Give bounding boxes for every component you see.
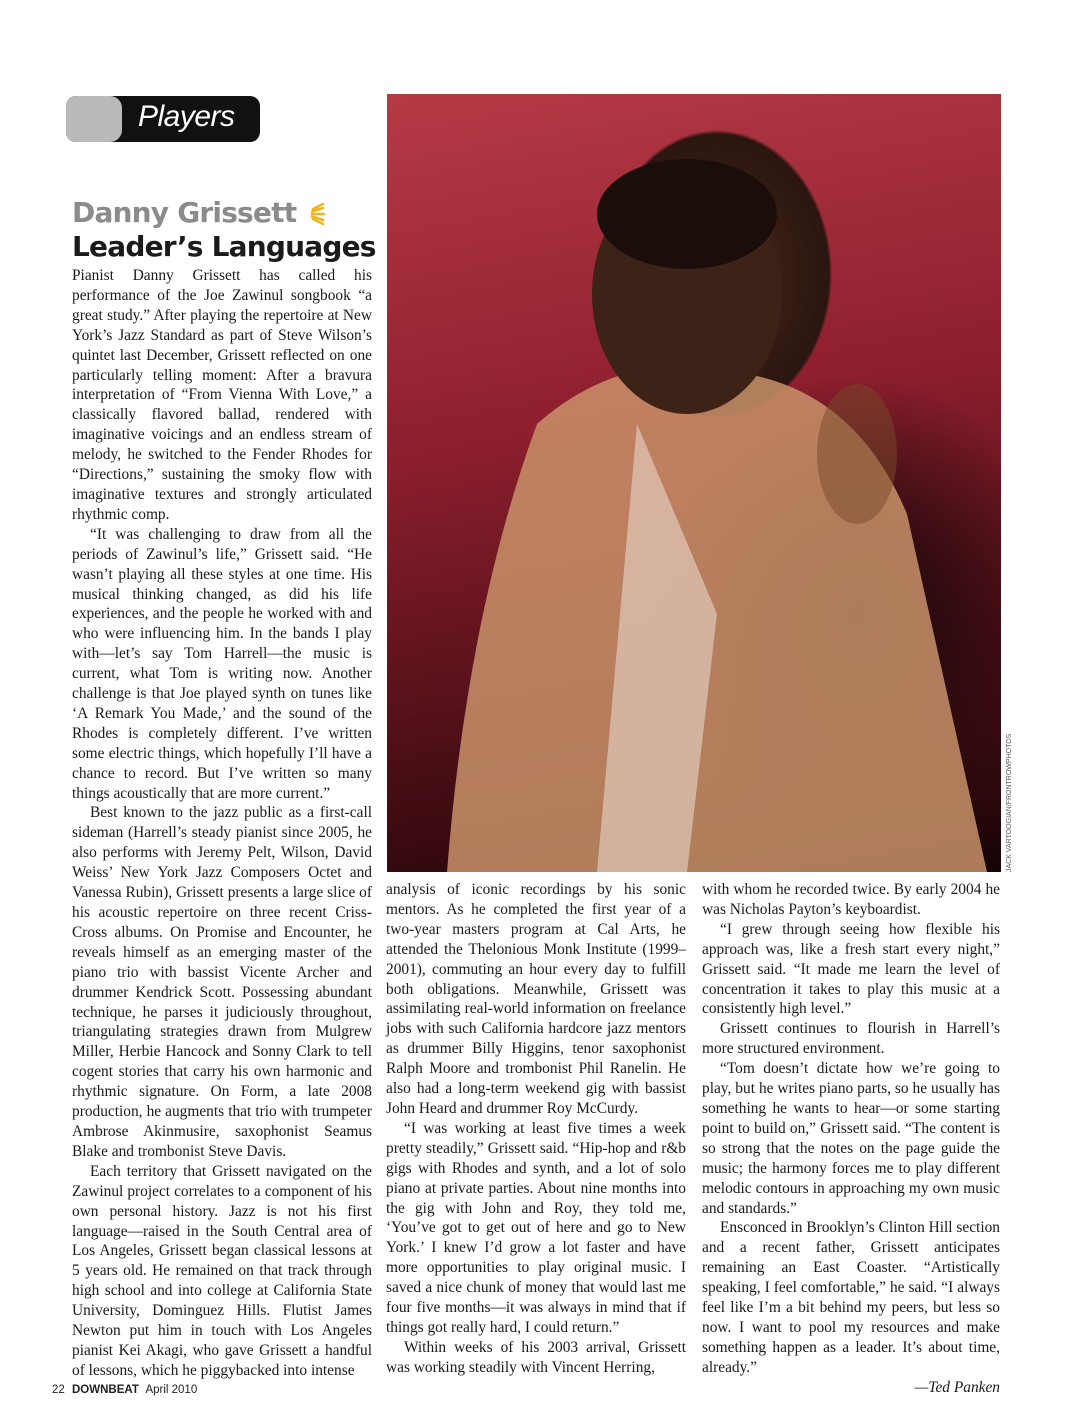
paragraph: analysis of iconic recordings by his sonic mentors. As he completed the first year of a two-year masters program at Cal Arts, he attended the Thelonious Monk Institute (1999–2001), commuting an hour every day to fulfill both obligations. Meanwhile, Grissett was assimilating real-world information on freelance jobs with such California hardcore jazz mentors as drummer Billy Higgins, tenor saxophonist Ralph Moore and trombonist Phil Ranelin. He also had a long-term weekend gig with bassist John Heard and drummer Roy McCurdy.	[386, 881, 686, 1117]
text-column-1	[72, 266, 372, 1381]
paragraph: Each territory that Grissett navigated on the Zawinul project correlates to a component of his own personal history. Jazz is not his first language—raised in the South Central area of Los Angeles, Grissett began classical lessons at 5 years old. He remained on that track through high school and into college at California State University, Dominguez Hills. Flutist James Newton put him in touch with Los Angeles pianist Kei Akagi, who gave Grissett a handful of lessons, which he piggybacked into intense	[72, 1162, 372, 1379]
text-column-3	[702, 880, 1000, 1398]
paragraph: Grissett continues to flourish in Harrell’s more structured environment.	[702, 1020, 1000, 1058]
author-signature: —Ted Panken	[914, 1378, 1000, 1396]
paragraph: “Tom doesn’t dictate how we’re going to play, but he writes piano parts, so he usually has something he wants to hear—or some starting point to build on,” Grissett said. “The content is so strong that the notes on the page guide the music; the harmony forces me to play different melodic contours in approaching my own music and standards.”	[702, 1060, 1000, 1217]
paragraph: “I grew through seeing how flexible his approach was, like a fresh start every night,” Grissett said. “It made me learn the level of concentration it takes to play this music at a consistently high level.”	[702, 920, 1000, 1018]
paragraph: Within weeks of his 2003 arrival, Grissett was working steadily with Vincent Herring,	[386, 1338, 686, 1376]
section-label: Players	[138, 100, 235, 133]
article-title: Leader’s Languages	[72, 230, 376, 263]
paragraph: with whom he recorded twice. By early 2004 he was Nicholas Payton’s keyboardist.	[702, 881, 1000, 918]
paragraph: “It was challenging to draw from all the periods of Zawinul’s life,” Grissett said. “He wasn’t playing all these styles at one time. His musical thinking changed, as did his life experiences, and the people he worked with and who were influencing him. In the bands I play with—let’s say Tom Harrell—the music is current, what Tom is writing now. Another challenge is that Joe played synth on tunes like ‘A Remark You Made,’ and the sound of the Rhodes is completely different. I’ve written some electric things, which hopefully I’ll have a chance to record. But I’ve written so many things acoustically that are more current.”	[72, 525, 372, 802]
issue-date: April 2010	[145, 1384, 198, 1396]
article-headline	[72, 196, 376, 264]
section-tab-accent	[66, 96, 110, 142]
text-column-2	[386, 880, 686, 1378]
photo-illustration	[387, 94, 1001, 872]
artist-photo	[387, 94, 1001, 872]
paragraph: Pianist Danny Grissett has called his performance of the Joe Zawinul songbook “a great study.” After playing the repertoire at New York’s Jazz Standard as part of Steve Wilson’s quintet last December, Grissett reflected on one particularly telling moment: After a bravura interpretation of “From Vienna With Love,” a classically flavored ballad, rendered with imaginative voicings and an endless stream of melody, he switched to the Fender Rhodes for “Directions,” sustaining the smoky flow with imaginative textures and strongly articulated rhythmic comp.	[72, 267, 372, 523]
page-footer	[52, 1384, 197, 1396]
photo-credit: JACK VARTOOGIAN/FRONTROWPHOTOS	[1006, 733, 1013, 872]
sparkle-icon	[309, 202, 327, 226]
paragraph: Best known to the jazz public as a first-call sideman (Harrell’s steady pianist since 2005, he also performs with Jeremy Pelt, Wilson, David Weiss’ New York Jazz Composers Octet and Vanessa Rubin), Grissett presents a large slice of his acoustic repertoire on three recent Criss-Cross albums. On Promise and Encounter, he reveals himself as an emerging master of the piano trio with bassist Vicente Archer and drummer Kendrick Scott. Possessing abundant technique, he parses it judiciously throughout, triangulating strategies drawn from Mulgrew Miller, Herbie Hancock and Sonny Clark to tell cogent stories that carry his own harmonic and rhythmic signature. On Form, a late 2008 production, he augments that trio with trumpeter Ambrose Akinmusire, saxophonist Seamus Blake and trombonist Steve Davis.	[72, 804, 372, 1160]
paragraph: “I was working at least five times a week pretty steadily,” Grissett said. “Hip-hop and r&b gigs with Rhodes and synth, and a lot of solo piano at private parties. About nine months into the gig with John and Roy, they told me, ‘You’ve got to get out of here and go to New York.’ I knew I’d grow a lot faster and have more opportunities to play original music. I saved a nice chunk of money that would last me four five months—it was always in mind that if things got really hard, I could return.”	[386, 1119, 686, 1336]
paragraph: Ensconced in Brooklyn’s Clinton Hill section and a recent father, Grissett anticipates remaining an East Coaster. “Artistically speaking, I feel comfortable,” he said. “I always feel like I’m a bit behind my peers, but less so now. I want to pool my resources and make something happen as a leader. It’s about time, already.”	[702, 1219, 1000, 1376]
artist-name-text: Danny Grissett	[72, 196, 297, 229]
publication-name: DOWNBEAT	[72, 1384, 139, 1396]
page-number: 22	[52, 1384, 65, 1396]
artist-name	[72, 196, 376, 230]
section-tab	[66, 96, 260, 142]
